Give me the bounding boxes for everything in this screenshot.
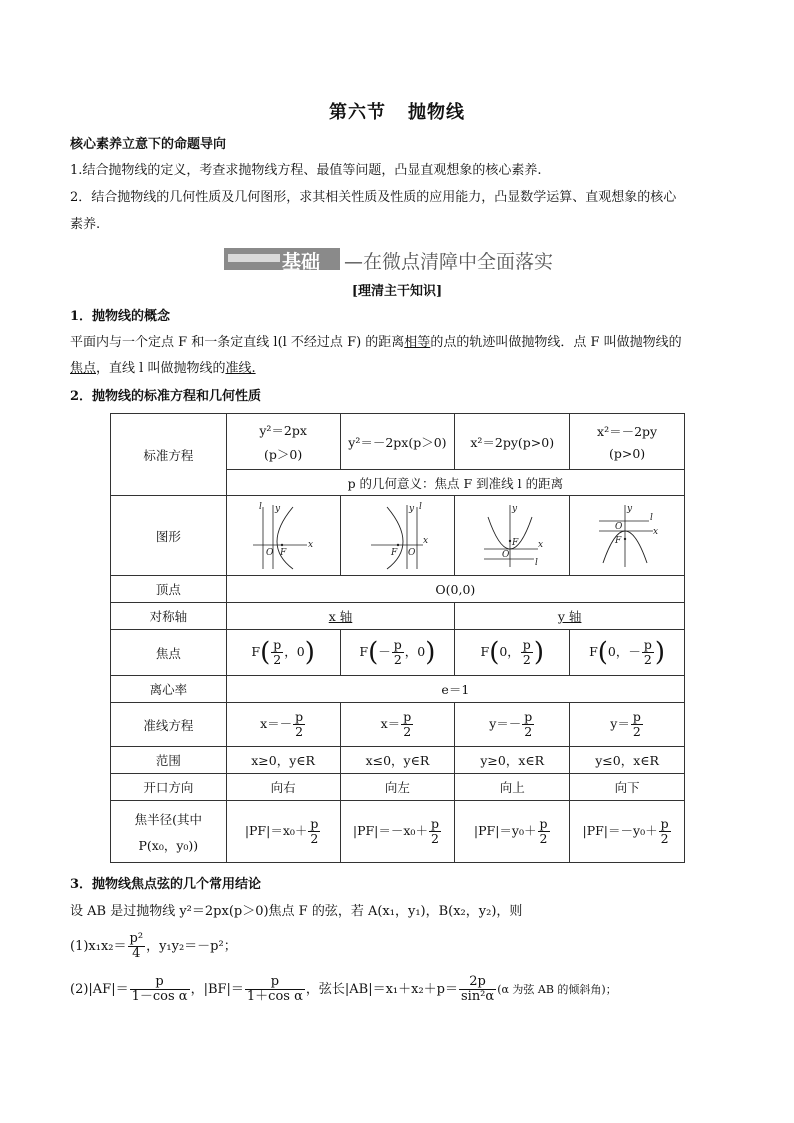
conclusion-2-a: (2)|AF|＝ bbox=[70, 982, 129, 997]
focus-1: F( $\frac{p}{2}$ ，0) bbox=[226, 630, 340, 676]
graph-cell-up bbox=[455, 496, 570, 576]
label-o: O bbox=[408, 547, 416, 558]
frac-num: p bbox=[273, 637, 282, 652]
conclusion-2-frac-3 bbox=[459, 975, 496, 1004]
definition-line-2 bbox=[70, 356, 730, 382]
definition-keyword: 相等 bbox=[404, 335, 431, 350]
focus-4-sign: － bbox=[628, 644, 641, 659]
section-3-heading: 3．抛物线焦点弦的几个常用结论 bbox=[70, 877, 262, 892]
focus-3: F(0， $\frac{p}{2}$ ) bbox=[455, 630, 570, 676]
frac-num: p bbox=[524, 709, 533, 724]
std-eq-2: y²＝－2px(p＞0) bbox=[340, 414, 455, 470]
focus-3-f: F bbox=[480, 644, 490, 659]
conclusion-1-frac bbox=[128, 932, 146, 961]
focus-point bbox=[281, 543, 283, 545]
conclusion-1 bbox=[70, 932, 730, 962]
focus-2-rest: ，0 bbox=[404, 644, 426, 659]
conclusion-1-lhs: (1)x₁x₂＝ bbox=[70, 939, 127, 954]
conclusion-2-frac-1 bbox=[130, 975, 190, 1004]
definition-text: 平面内与一个定点 F 和一条定直线 l(l 不经过点 F) 的距离 bbox=[70, 335, 405, 350]
chapter-label: 第六节 bbox=[329, 102, 386, 123]
radius-3 bbox=[455, 801, 570, 863]
label-directrix: 准线方程 bbox=[111, 703, 227, 747]
focus-2: F(－ $\frac{p}{2}$ ，0) bbox=[340, 630, 455, 676]
properties-table bbox=[110, 413, 685, 863]
focus-3-lead: 0， bbox=[499, 644, 520, 659]
focus-1-frac bbox=[271, 638, 283, 667]
focus-keyword: 焦点 bbox=[70, 361, 97, 376]
label-focal-radius bbox=[111, 801, 227, 863]
frac-num: p bbox=[245, 975, 305, 990]
radius-4 bbox=[570, 801, 685, 863]
range-4: y≤0，x∈R bbox=[570, 747, 685, 774]
frac-num: p bbox=[430, 816, 439, 831]
frac-den: 2 bbox=[660, 831, 669, 846]
radius-4-lhs: |PF|＝－y₀＋ bbox=[582, 823, 658, 838]
conclusion-2-frac-2 bbox=[245, 975, 305, 1004]
definition-text-3: ，直线 l 叫做抛物线的 bbox=[96, 361, 226, 376]
conclusion-1-rhs: ，y₁y₂＝－p²； bbox=[146, 939, 237, 954]
directrix-2-frac bbox=[401, 710, 413, 739]
label-range: 范围 bbox=[111, 747, 227, 774]
section-2-heading: 2．抛物线的标准方程和几何性质 bbox=[70, 389, 262, 404]
intro-item-2: 2．结合抛物线的几何性质及几何图形，求其相关性质及性质的应用能力，凸显数学运算、直观想象的核心 bbox=[70, 190, 677, 205]
label-l: l bbox=[259, 501, 262, 512]
banner-text: —在微点清障中全面落实 bbox=[344, 251, 554, 273]
table-row-vertex bbox=[111, 576, 685, 603]
graph-cell-left bbox=[340, 496, 455, 576]
directrix-2-lhs: x＝ bbox=[380, 716, 401, 731]
radius-3-frac bbox=[538, 817, 550, 846]
frac-den: 2 bbox=[643, 652, 652, 667]
open-1: 向右 bbox=[226, 774, 340, 801]
conclusion-2-d: (α 为弦 AB 的倾斜角)； bbox=[497, 983, 617, 996]
frac-den: 2 bbox=[632, 724, 641, 739]
frac-den: 2 bbox=[539, 831, 548, 846]
label-y: y bbox=[409, 503, 415, 514]
table-row-axis bbox=[111, 603, 685, 630]
intro-heading: 核心素养立意下的命题导向 bbox=[70, 137, 227, 152]
frac-num: p bbox=[403, 709, 412, 724]
label-x: x bbox=[653, 526, 659, 537]
frac-num: p bbox=[522, 637, 531, 652]
label-x: x bbox=[538, 539, 544, 550]
axis-y bbox=[455, 603, 685, 630]
radius-1-frac bbox=[308, 817, 320, 846]
radius-4-frac bbox=[659, 817, 671, 846]
frac-den: 4 bbox=[132, 946, 141, 961]
label-o: O bbox=[502, 549, 510, 560]
frac-num: 2p bbox=[459, 975, 496, 990]
focus-4-frac bbox=[642, 638, 654, 667]
parabola-curve bbox=[277, 507, 293, 569]
radius-2-lhs: |PF|＝－x₀＋ bbox=[352, 823, 428, 838]
graph-cell-down bbox=[570, 496, 685, 576]
frac-den: 2 bbox=[310, 831, 319, 846]
frac-den: 2 bbox=[273, 652, 282, 667]
focus-1-f: F bbox=[251, 644, 261, 659]
table-row-std bbox=[111, 414, 685, 470]
table-row-ecc bbox=[111, 676, 685, 703]
open-4: 向下 bbox=[570, 774, 685, 801]
range-2: x≤0，y∈R bbox=[340, 747, 455, 774]
directrix-keyword: 准线. bbox=[225, 361, 256, 376]
label-focal-radius-2: P(x₀，y₀)) bbox=[138, 837, 199, 853]
std-eq-3: x²＝2py(p>0) bbox=[455, 414, 570, 470]
label-x: x bbox=[308, 539, 314, 550]
graph-opens-down bbox=[595, 501, 659, 571]
std-eq-1-formula: y²＝2px bbox=[259, 422, 307, 438]
frac-num: p bbox=[295, 709, 304, 724]
std-eq-4 bbox=[570, 414, 685, 470]
label-standard-eq: 标准方程 bbox=[111, 414, 227, 496]
definition-line-1 bbox=[70, 330, 730, 356]
directrix-1-lhs: x＝－ bbox=[260, 716, 293, 731]
directrix-4-frac bbox=[631, 710, 643, 739]
focus-1-rest: ，0 bbox=[284, 644, 305, 659]
graph-opens-up bbox=[480, 501, 544, 571]
range-1: x≥0，y∈R bbox=[226, 747, 340, 774]
open-2: 向左 bbox=[340, 774, 455, 801]
std-eq-1 bbox=[226, 414, 340, 470]
section-1-heading: 1．抛物线的概念 bbox=[70, 309, 171, 324]
focus-4-f: F bbox=[589, 644, 598, 659]
label-focus: 焦点 bbox=[111, 630, 227, 676]
label-x: x bbox=[423, 535, 429, 546]
frac-num: p bbox=[393, 637, 402, 652]
axis-x-text: x 轴 bbox=[328, 609, 353, 624]
table-row-focus bbox=[111, 630, 685, 676]
label-focal-radius-1: 焦半径(其中 bbox=[134, 811, 203, 827]
intro-item-1: 1.结合抛物线的定义，考查求抛物线方程、最值等问题，凸显直观想象的核心素养. bbox=[70, 163, 542, 178]
table-row-range bbox=[111, 747, 685, 774]
graph-opens-right bbox=[251, 501, 315, 571]
frac-den: sin²α bbox=[460, 989, 495, 1004]
frac-den: 2 bbox=[430, 831, 439, 846]
chord-intro: 设 AB 是过抛物线 y²＝2px(p＞0)焦点 F 的弦，若 A(x₁，y₁)，B(x₂，y₂)，则 bbox=[70, 904, 523, 919]
section-banner bbox=[224, 245, 564, 273]
definition-text-2: 的点的轨迹叫做抛物线．点 F 叫做抛物线的 bbox=[430, 335, 682, 350]
frac-num: p² bbox=[129, 931, 144, 946]
directrix-2 bbox=[340, 703, 455, 747]
frac-den: 1－cos α bbox=[131, 989, 188, 1004]
intro-item-2-cont: 素养. bbox=[70, 217, 101, 232]
subheading: [理清主干知识] bbox=[351, 284, 443, 299]
frac-num: p bbox=[130, 975, 190, 990]
std-eq-4-cond: (p>0) bbox=[608, 446, 646, 461]
focus-point bbox=[624, 537, 626, 539]
label-y: y bbox=[275, 503, 281, 514]
topic-label: 抛物线 bbox=[408, 102, 465, 123]
label-open-direction: 开口方向 bbox=[111, 774, 227, 801]
radius-1-lhs: |PF|＝x₀＋ bbox=[244, 823, 308, 838]
focus-2-frac bbox=[392, 638, 404, 667]
label-eccentricity: 离心率 bbox=[111, 676, 227, 703]
focus-2-sign: － bbox=[378, 644, 391, 659]
label-f: F bbox=[615, 535, 622, 546]
label-o: O bbox=[615, 521, 623, 532]
frac-den: 2 bbox=[295, 724, 304, 739]
focus-3-frac bbox=[521, 638, 533, 667]
directrix-4 bbox=[570, 703, 685, 747]
frac-den: 2 bbox=[403, 724, 412, 739]
radius-1 bbox=[226, 801, 340, 863]
conclusion-2-c: ，弦长|AB|＝x₁＋x₂＋p＝ bbox=[305, 982, 458, 997]
frac-den: 2 bbox=[393, 652, 402, 667]
focus-4-lead: 0， bbox=[607, 644, 629, 659]
frac-den: 1＋cos α bbox=[246, 989, 303, 1004]
eccentricity-value: e＝1 bbox=[226, 676, 684, 703]
table-row-graph bbox=[111, 496, 685, 576]
table-row-open bbox=[111, 774, 685, 801]
open-3: 向上 bbox=[455, 774, 570, 801]
axis-y-text: y 轴 bbox=[557, 609, 582, 624]
label-f: F bbox=[280, 547, 287, 558]
frac-den: 2 bbox=[522, 652, 531, 667]
table-row-directrix bbox=[111, 703, 685, 747]
frac-num: p bbox=[539, 816, 548, 831]
directrix-4-lhs: y＝ bbox=[610, 716, 630, 731]
vertex-value: O(0,0) bbox=[226, 576, 684, 603]
directrix-3-frac bbox=[522, 710, 534, 739]
focus-4: F(0，－ $\frac{p}{2}$ ) bbox=[570, 630, 685, 676]
range-3: y≥0，x∈R bbox=[455, 747, 570, 774]
radius-2-frac bbox=[429, 817, 441, 846]
banner-tag: 基础 bbox=[282, 251, 321, 273]
label-l: l bbox=[419, 501, 423, 512]
label-vertex: 顶点 bbox=[111, 576, 227, 603]
graph-cell-right bbox=[226, 496, 340, 576]
frac-num: p bbox=[310, 816, 319, 831]
parabola-curve bbox=[387, 507, 403, 569]
frac-den: 2 bbox=[524, 724, 533, 739]
directrix-3-lhs: y＝－ bbox=[489, 716, 522, 731]
frac-num: p bbox=[632, 709, 641, 724]
label-axis: 对称轴 bbox=[111, 603, 227, 630]
p-meaning: p 的几何意义：焦点 F 到准线 l 的距离 bbox=[226, 470, 684, 496]
focus-point bbox=[397, 543, 399, 545]
directrix-1 bbox=[226, 703, 340, 747]
frac-num: p bbox=[660, 816, 669, 831]
label-graph: 图形 bbox=[111, 496, 227, 576]
label-y: y bbox=[627, 503, 633, 514]
radius-3-lhs: |PF|＝y₀＋ bbox=[473, 823, 537, 838]
table-row-radius bbox=[111, 801, 685, 863]
label-f: F bbox=[512, 537, 519, 548]
axis-x bbox=[226, 603, 455, 630]
std-eq-4-formula: x²＝－2py bbox=[597, 424, 658, 439]
conclusion-2 bbox=[70, 975, 730, 1005]
directrix-3 bbox=[455, 703, 570, 747]
label-y: y bbox=[512, 503, 518, 514]
conclusion-2-b: ，|BF|＝ bbox=[190, 982, 244, 997]
frac-num: p bbox=[643, 637, 652, 652]
banner-bar-highlight bbox=[228, 254, 280, 262]
label-o: O bbox=[266, 547, 274, 558]
label-l: l bbox=[535, 557, 539, 568]
label-l: l bbox=[650, 512, 653, 523]
std-eq-1-cond: (p＞0) bbox=[264, 446, 303, 462]
page-title bbox=[0, 98, 794, 124]
graph-opens-left bbox=[365, 501, 429, 571]
focus-2-f: F bbox=[359, 644, 369, 659]
focus-point bbox=[509, 539, 511, 541]
label-f: F bbox=[391, 547, 398, 558]
directrix-1-frac bbox=[293, 710, 305, 739]
radius-2 bbox=[340, 801, 455, 863]
